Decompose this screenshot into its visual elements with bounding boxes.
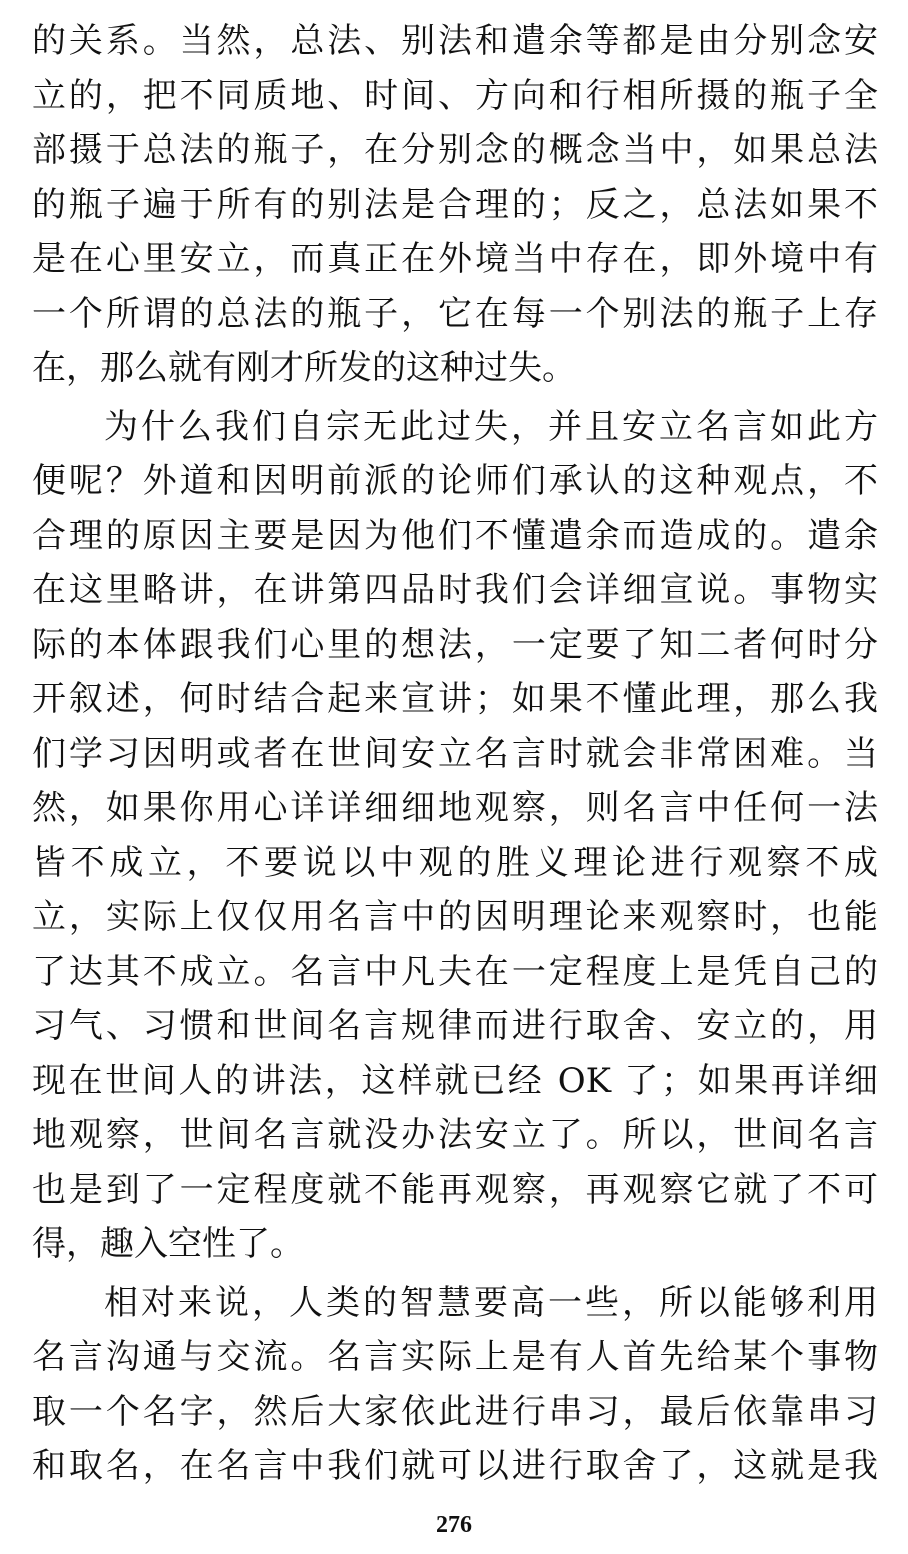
text-line: 现在世间人的讲法，这样就已经 OK 了；如果再详细 [32, 1060, 878, 1101]
text-line: 合理的原因主要是因为他们不懂遣余而造成的。遣余 [32, 515, 878, 556]
text-line: 然，如果你用心详详细细地观察，则名言中任何一法 [32, 788, 878, 828]
text-line: 名言沟通与交流。名言实际上是有人首先给某个事物 [32, 1337, 878, 1377]
paragraph-3 [32, 1276, 878, 1494]
text-line: 皆不成立，不要说以中观的胜义理论进行观察不成 [32, 842, 878, 883]
text-line: 部摄于总法的瓶子，在分别念的概念当中，如果总法 [32, 130, 878, 170]
text-line: 取一个名字，然后大家依此进行串习，最后依靠串习 [32, 1391, 878, 1432]
text-line: 的关系。当然，总法、别法和遣余等都是由分别念安 [32, 21, 878, 61]
text-line: 和取名，在名言中我们就可以进行取舍了，这就是我 [32, 1446, 878, 1486]
text-line: 立的，把不同质地、时间、方向和行相所摄的瓶子全 [32, 75, 878, 116]
text-line: 一个所谓的总法的瓶子，它在每一个别法的瓶子上存 [32, 293, 878, 334]
text-line: 们学习因明或者在世间安立名言时就会非常困难。当 [32, 733, 878, 774]
text-line: 在，那么就有刚才所发的这种过失。 [32, 348, 576, 388]
text-line: 是在心里安立，而真正在外境当中存在，即外境中有 [32, 239, 878, 279]
text-line: 了达其不成立。名言中凡夫在一定程度上是凭自己的 [32, 951, 878, 992]
text-line: 也是到了一定程度就不能再观察，再观察它就了不可 [32, 1169, 878, 1210]
text-line: 际的本体跟我们心里的想法，一定要了知二者何时分 [32, 624, 878, 665]
text-line: 便呢？外道和因明前派的论师们承认的这种观点，不 [32, 461, 878, 501]
text-line: 得，趣入空性了。 [32, 1224, 304, 1264]
text-line: 习气、习惯和世间名言规律而进行取舍、安立的，用 [32, 1006, 878, 1046]
text-line: 相对来说，人类的智慧要高一些，所以能够利用 [104, 1282, 878, 1323]
text-line: 立，实际上仅仅用名言中的因明理论来观察时，也能 [32, 897, 878, 937]
text-line: 在这里略讲，在讲第四品时我们会详细宣说。事物实 [32, 570, 878, 610]
paragraph-2 [32, 400, 878, 1272]
page-number: 276 [436, 1512, 472, 1538]
text-line: 的瓶子遍于所有的别法是合理的；反之，总法如果不 [32, 184, 878, 225]
text-line: 为什么我们自宗无此过失，并且安立名言如此方 [104, 406, 878, 447]
text-line: 地观察，世间名言就没办法安立了。所以，世间名言 [32, 1115, 878, 1155]
page-body [32, 14, 878, 1498]
paragraph-1 [32, 14, 878, 396]
text-line: 开叙述，何时结合起来宣讲；如果不懂此理，那么我 [32, 679, 878, 719]
